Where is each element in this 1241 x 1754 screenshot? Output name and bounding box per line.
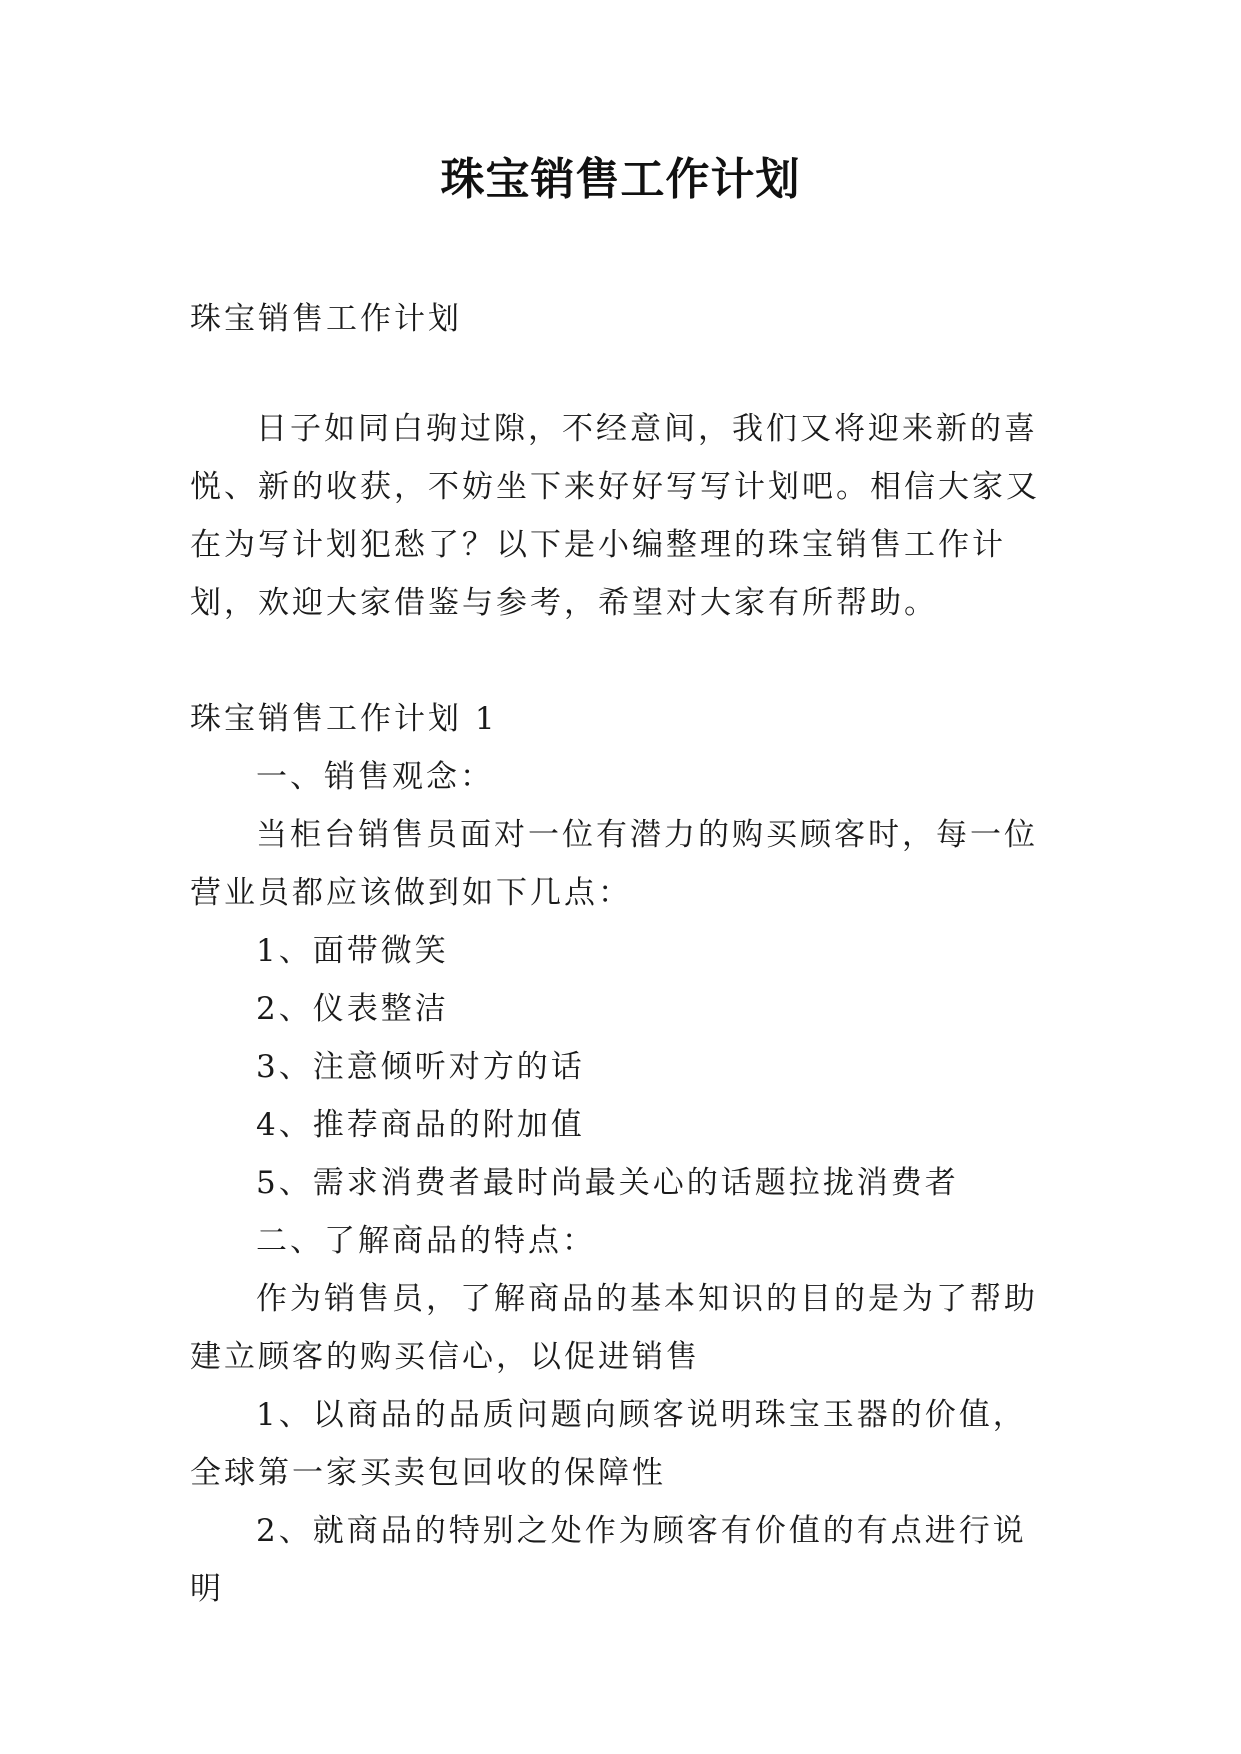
list-item: 2、就商品的特别之处作为顾客有价值的有点进行说明 — [190, 1513, 1027, 1607]
document-title: 珠宝销售工作计划 — [440, 154, 801, 205]
spacer — [190, 348, 1050, 400]
list-item: 4、推荐商品的附加值 — [256, 1107, 585, 1143]
list-item: 5、需求消费者最时尚最关心的话题拉拢消费者 — [256, 1165, 959, 1201]
intro-paragraph: 日子如同白驹过隙，不经意间，我们又将迎来新的喜悦、新的收获，不妨坐下来好好写写计划吧。相信大家又在为写计划犯愁了？以下是小编整理的珠宝销售工作计划，欢迎大家借鉴与参考，希望对大家有所帮助。 — [190, 411, 1040, 621]
heading-product-features: 二、了解商品的特点： — [256, 1223, 596, 1259]
document-subtitle: 珠宝销售工作计划 — [190, 301, 462, 337]
spacer — [190, 632, 1050, 690]
heading-sales-concept: 一、销售观念： — [256, 759, 494, 795]
list-item: 1、面带微笑 — [256, 933, 449, 969]
document-body — [190, 290, 1050, 1618]
paragraph-product-features: 作为销售员，了解商品的基本知识的目的是为了帮助建立顾客的购买信心，以促进销售 — [190, 1281, 1038, 1375]
list-item: 2、仪表整洁 — [256, 991, 449, 1027]
list-item: 3、注意倾听对方的话 — [256, 1049, 585, 1085]
list-item: 1、以商品的品质问题向顾客说明珠宝玉器的价值，全球第一家买卖包回收的保障性 — [190, 1397, 1027, 1491]
paragraph-sales-concept: 当柜台销售员面对一位有潜力的购买顾客时，每一位营业员都应该做到如下几点： — [190, 817, 1038, 911]
section-title: 珠宝销售工作计划 1 — [190, 701, 498, 737]
